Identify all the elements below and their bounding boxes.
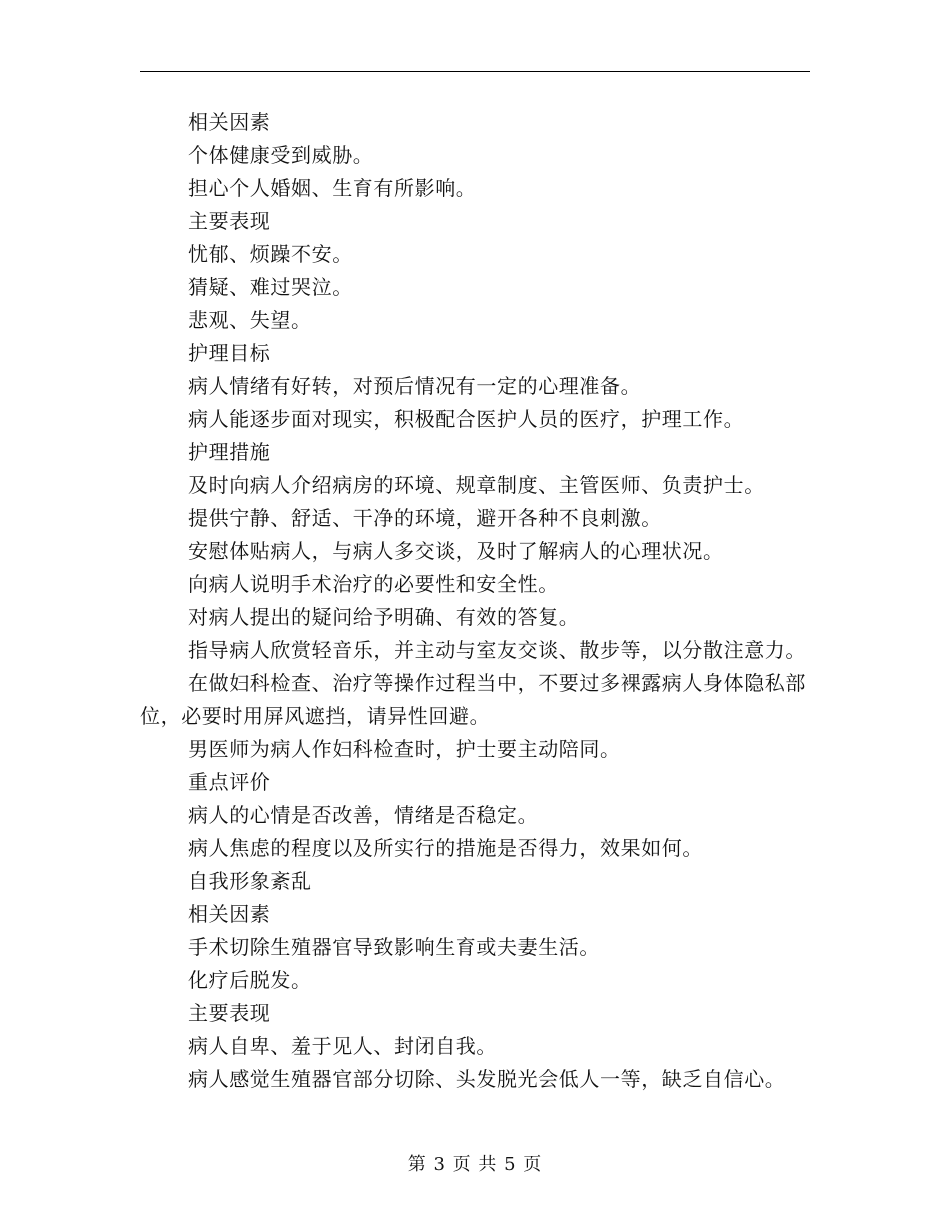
paragraph: 个体健康受到威胁。: [188, 143, 374, 167]
paragraph: 自我形象紊乱: [188, 869, 312, 893]
paragraph: 对病人提出的疑问给予明确、有效的答复。: [188, 605, 580, 629]
paragraph: 主要表现: [188, 209, 271, 233]
paragraph: 护理措施: [188, 440, 271, 464]
header-rule: [140, 71, 810, 72]
paragraph: 忧郁、烦躁不安。: [188, 242, 353, 266]
paragraph: 向病人说明手术治疗的必要性和安全性。: [188, 572, 559, 596]
paragraph: 相关因素: [188, 902, 271, 926]
paragraph: 安慰体贴病人，与病人多交谈，及时了解病人的心理状况。: [188, 539, 724, 563]
paragraph: 病人能逐步面对现实，积极配合医护人员的医疗，护理工作。: [188, 407, 745, 431]
paragraph: 相关因素: [188, 110, 271, 134]
paragraph: 重点评价: [188, 770, 271, 794]
document-body: [140, 106, 810, 1096]
paragraph: 指导病人欣赏轻音乐，并主动与室友交谈、散步等，以分散注意力。: [188, 638, 806, 662]
paragraph: 男医师为病人作妇科检查时，护士要主动陪同。: [188, 737, 621, 761]
paragraph: 病人自卑、羞于见人、封闭自我。: [188, 1034, 497, 1058]
paragraph: 主要表现: [188, 1001, 271, 1025]
paragraph: 化疗后脱发。: [188, 968, 312, 992]
paragraph: 病人的心情是否改善，情绪是否稳定。: [188, 803, 539, 827]
paragraph: 护理目标: [188, 341, 271, 365]
paragraph: 手术切除生殖器官导致影响生育或夫妻生活。: [188, 935, 600, 959]
paragraph: 提供宁静、舒适、干净的环境，避开各种不良刺激。: [188, 506, 662, 530]
paragraph: 担心个人婚姻、生育有所影响。: [188, 176, 477, 200]
paragraph: 病人感觉生殖器官部分切除、头发脱光会低人一等，缺乏自信心。: [188, 1067, 786, 1091]
paragraph: 及时向病人介绍病房的环境、规章制度、主管医师、负责护士。: [188, 473, 765, 497]
paragraph: 猜疑、难过哭泣。: [188, 275, 353, 299]
paragraph: 在做妇科检查、治疗等操作过程当中，不要过多裸露病人身体隐私部位，必要时用屏风遮挡，请异性回避。: [140, 671, 806, 728]
paragraph: 病人焦虑的程度以及所实行的措施是否得力，效果如何。: [188, 836, 703, 860]
paragraph: 病人情绪有好转，对预后情况有一定的心理准备。: [188, 374, 642, 398]
page-number: 第 3 页 共 5 页: [407, 1154, 543, 1175]
paragraph: 悲观、失望。: [188, 308, 312, 332]
